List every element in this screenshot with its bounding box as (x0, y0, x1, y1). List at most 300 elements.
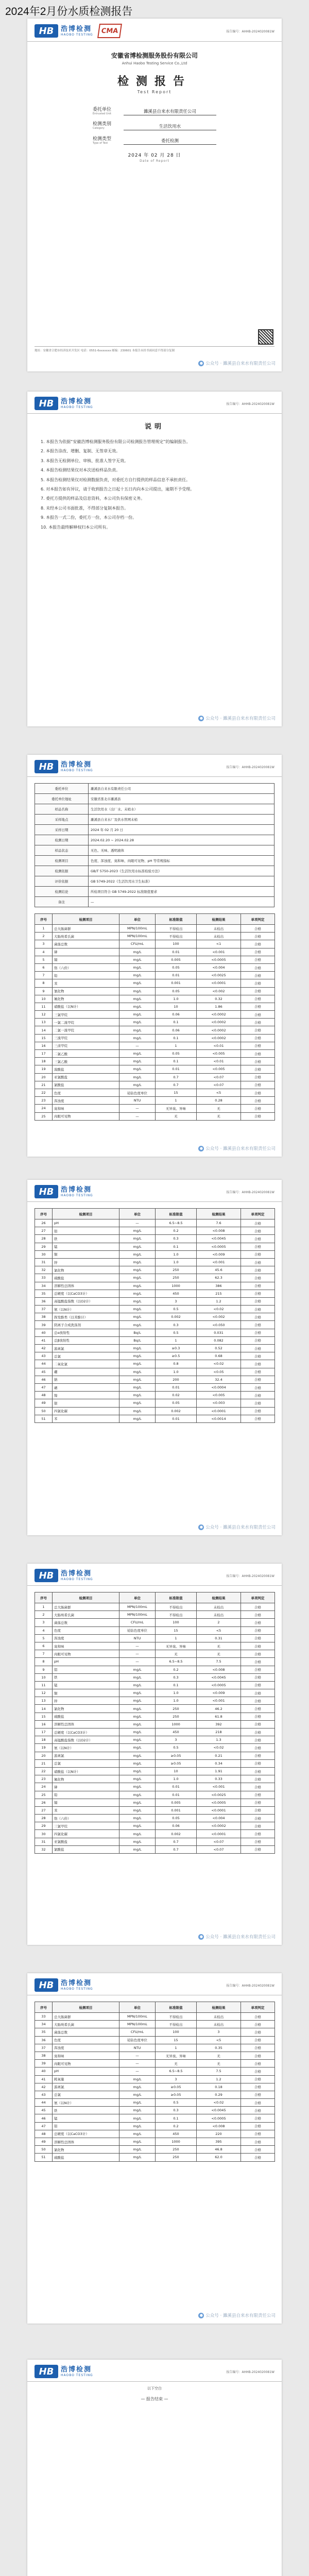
note-item: 4. 本报告检测结果仅对本次送检样品负责。 (41, 468, 121, 473)
table-cell: 铁 (53, 1235, 119, 1243)
note-item: 8. 未经本公司书面批准，不得部分复制本报告。 (41, 505, 129, 511)
report-page-closing (27, 2360, 282, 2576)
table-cell: 0.3 (156, 1235, 197, 1243)
table-cell: 6.5~8.5 (156, 1219, 197, 1227)
table-row (35, 1705, 275, 1713)
table-cell: mg/L (119, 2107, 156, 2114)
table-cell: 铅 (53, 972, 119, 979)
table-cell: 总大肠菌群 (53, 925, 119, 933)
column-header: 检测项目 (53, 914, 119, 925)
table-cell: 62.0 (197, 2154, 241, 2161)
table-cell: 硼 (53, 1368, 119, 1376)
table-cell: 21 (35, 1759, 53, 1767)
table-cell: 四氯化碳 (53, 1407, 119, 1415)
note-item: 3. 本报告无检测单位、审核、批准人签字无效。 (41, 458, 129, 463)
table-cell: 14 (35, 1705, 53, 1713)
table-cell: 菌落总数 (53, 2028, 119, 2036)
table-cell: 0.21 (197, 1752, 241, 1759)
table-cell: 0.05 (156, 1815, 197, 1822)
table-row (35, 1415, 275, 1422)
table-cell: mg/L (119, 1799, 156, 1806)
table-row (35, 963, 275, 971)
watermark: ● 公众号 · 濉溪县自来水有限责任公司 (198, 2312, 276, 2318)
cover-field-value: 濉溪县自来水有限责任公司 (124, 108, 216, 115)
table-cell: <0.05 (197, 1368, 241, 1376)
report-header: HB 浩博检测 HAOBO TESTING 报告编号：AHHB-2024020081W (27, 1564, 282, 1586)
table-cell: 28 (35, 1815, 53, 1822)
table-cell: 7 (35, 972, 53, 979)
table-cell: 亚氯酸盐 (53, 1073, 119, 1081)
table-row (35, 1034, 275, 1042)
table-cell: 合格 (241, 940, 275, 948)
table-cell: <0.004 (197, 1815, 241, 1822)
table-cell: 耗氧量 (53, 2075, 119, 2083)
table-cell: 200 (156, 1376, 197, 1383)
table-cell: 合格 (241, 933, 275, 940)
table-cell: 铁 (53, 1673, 119, 1681)
table-cell: 1.0 (156, 1689, 197, 1697)
info-label: 检测日期 (35, 835, 89, 845)
table-cell: ≥0.05 (156, 1752, 197, 1759)
table-cell: 3 (156, 1297, 197, 1305)
table-cell: 氨（以N计） (53, 2099, 119, 2107)
table-row (35, 1019, 275, 1026)
table-cell: 26 (35, 1219, 53, 1227)
table-header-row (35, 2002, 275, 2013)
info-row (35, 887, 274, 897)
table-cell: mg/L (119, 1399, 156, 1407)
table-cell: 合格 (241, 1666, 275, 1673)
table-cell: 1.0 (156, 995, 197, 1003)
table-cell: 菌落总数 (53, 1619, 119, 1626)
table-cell: <5 (197, 1626, 241, 1634)
table-cell: 1.2 (197, 2075, 241, 2083)
table-row (35, 1634, 275, 1642)
table-cell: Bq/L (119, 1329, 156, 1336)
table-cell: 合格 (241, 1720, 275, 1728)
table-cell: 40 (35, 2067, 53, 2075)
table-row (35, 1744, 275, 1752)
table-cell: <0.02 (197, 1360, 241, 1368)
table-cell: — (119, 1642, 156, 1650)
table-cell: 大肠埃希氏菌 (53, 933, 119, 940)
blank-note: 以下空白 (147, 2386, 162, 2391)
table-cell: 合格 (241, 1003, 275, 1010)
table-row (35, 1791, 275, 1799)
table-row (35, 1822, 275, 1830)
table-cell: mg/L (119, 1838, 156, 1845)
table-cell: <0.0001 (197, 1830, 241, 1838)
table-cell: 29 (35, 1822, 53, 1830)
table-cell: 合格 (241, 1634, 275, 1642)
note-item: 9. 本报告一式二份，委托方一份，本公司存档一份。 (41, 515, 137, 520)
info-row (35, 794, 274, 804)
table-cell: 250 (156, 2154, 197, 2161)
table-cell: 硝酸盐（以N计） (53, 1003, 119, 1010)
column-header: 单项判定 (241, 914, 275, 925)
table-cell: 0.082 (197, 1336, 241, 1344)
wechat-icon: ● (198, 716, 204, 721)
table-cell: 合格 (241, 1736, 275, 1744)
table-cell: 合格 (241, 2036, 275, 2044)
table-cell: 合格 (241, 1258, 275, 1266)
table-cell: 450 (156, 1728, 197, 1736)
table-cell: 0.8 (156, 1360, 197, 1368)
table-row (35, 1058, 275, 1065)
table-cell: 合格 (241, 1042, 275, 1049)
table-cell: <0.0002 (197, 1026, 241, 1034)
table-cell: 合格 (241, 987, 275, 995)
table-cell: ≥0.05 (156, 2083, 197, 2091)
table-cell: 19 (35, 1744, 53, 1752)
table-cell: 镉 (53, 1799, 119, 1806)
table-cell: 10 (35, 995, 53, 1003)
report-page-info (27, 755, 282, 1157)
report-header: HB 浩博检测 HAOBO TESTING 报告编号：AHHB-2024020081W (27, 1973, 282, 1995)
table-cell: 三卤甲烷 (53, 1042, 119, 1049)
table-cell: 汞 (53, 1806, 119, 1814)
info-row (35, 815, 274, 825)
table-cell: 银 (53, 1399, 119, 1407)
table-cell: 2 (35, 1611, 53, 1619)
table-cell: 9 (35, 1666, 53, 1673)
table-cell: 合格 (241, 1713, 275, 1720)
report-page-results-1 (27, 1180, 282, 1535)
table-row (35, 1360, 275, 1368)
table-cell: 合格 (241, 2083, 275, 2091)
table-cell: 合格 (241, 1243, 275, 1250)
table-cell: 0.3 (156, 1321, 197, 1329)
table-row (35, 1274, 275, 1282)
table-cell: 硒 (53, 1383, 119, 1391)
table-cell: mg/L (119, 1728, 156, 1736)
table-row (35, 1290, 275, 1297)
table-cell: 48 (35, 2130, 53, 2138)
table-cell: 肉眼可见物 (53, 1112, 119, 1120)
info-value: 安徽省淮北市濉溪县 (89, 794, 274, 804)
table-cell: 游离氯 (53, 1345, 119, 1352)
table-cell: 23 (35, 1775, 53, 1783)
table-cell: 硝酸盐（以N计） (53, 1767, 119, 1775)
table-cell: 合格 (241, 1097, 275, 1105)
table-cell: 铂钴色度单位 (119, 2036, 156, 2044)
table-row (35, 1065, 275, 1073)
table-row (35, 1383, 275, 1391)
info-value: 2024.02.20 ~ 2024.02.28 (89, 835, 274, 845)
table-cell: 合格 (241, 995, 275, 1003)
qr-code (258, 329, 273, 345)
table-cell: 62.3 (197, 1274, 241, 1282)
table-cell: 27 (35, 1227, 53, 1235)
table-cell: 10 (156, 1767, 197, 1775)
table-row (35, 2146, 275, 2154)
table-cell: 合格 (241, 1058, 275, 1065)
table-cell: 合格 (241, 2114, 275, 2122)
table-cell: 0.52 (197, 1345, 241, 1352)
table-cell: 合格 (241, 2107, 275, 2114)
table-cell: 34 (35, 1282, 53, 1290)
column-header: 序号 (35, 1209, 53, 1219)
table-cell: 合格 (241, 1783, 275, 1791)
table-cell: 合格 (241, 963, 275, 971)
table-cell: 50 (35, 1407, 53, 1415)
table-cell: 43 (35, 1352, 53, 1360)
table-row (35, 956, 275, 963)
table-cell: 13 (35, 1697, 53, 1705)
table-cell: 8 (35, 1658, 53, 1666)
table-cell: 46 (35, 1376, 53, 1383)
table-cell: 22 (35, 1767, 53, 1775)
table-cell: 合格 (241, 1266, 275, 1274)
table-cell: ≥0.3 (156, 1345, 197, 1352)
cover-field: 检测类别 Category 生活饮用水 (93, 122, 216, 130)
info-value: GB 5749-2022《生活饮用水卫生标准》 (89, 876, 274, 887)
table-row (35, 1105, 275, 1112)
table-cell: mg/L (119, 1744, 156, 1752)
table-cell: MPN/100mL (119, 1603, 156, 1611)
table-cell: 合格 (241, 2146, 275, 2154)
table-header-row (35, 1209, 275, 1219)
table-cell: 0.3 (156, 1673, 197, 1681)
table-row (35, 1003, 275, 1010)
table-cell: 41 (35, 2075, 53, 2083)
table-row (35, 2067, 275, 2075)
table-cell: 10 (156, 1003, 197, 1010)
info-label: 评价依据 (35, 876, 89, 887)
table-cell: — (119, 1650, 156, 1658)
table-cell: mg/L (119, 2099, 156, 2107)
table-row (35, 1658, 275, 1666)
table-cell: 0.05 (156, 987, 197, 995)
table-cell: 20 (35, 1752, 53, 1759)
table-cell: 合格 (241, 1775, 275, 1783)
table-cell: 0.34 (197, 1759, 241, 1767)
table-cell: 39 (35, 2060, 53, 2067)
table-cell: mg/L (119, 1673, 156, 1681)
table-cell: <0.07 (197, 1838, 241, 1845)
table-cell: mg/L (119, 1081, 156, 1089)
table-cell: 合格 (241, 1822, 275, 1830)
table-cell: 三氯甲烷 (53, 1011, 119, 1019)
table-row (35, 2154, 275, 2161)
table-row (35, 1736, 275, 1744)
table-cell: <0.0002 (197, 1011, 241, 1019)
info-value: — (89, 897, 274, 907)
table-cell: 二氯一溴甲烷 (53, 1026, 119, 1034)
table-cell: 合格 (241, 1689, 275, 1697)
table-cell: 一氯二溴甲烷 (53, 1019, 119, 1026)
table-cell: 11 (35, 1003, 53, 1010)
table-cell: 4 (35, 948, 53, 956)
cover-field-value: 生活饮用水 (124, 123, 216, 130)
info-row (35, 897, 274, 907)
table-cell: 合格 (241, 1603, 275, 1611)
info-value: 所检项目符合 GB 5749-2022 标准限值要求 (89, 887, 274, 897)
table-cell: 浑浊度 (53, 1634, 119, 1642)
table-cell: 合格 (241, 2122, 275, 2130)
table-cell: <0.008 (197, 1227, 241, 1235)
table-cell: 49 (35, 1399, 53, 1407)
table-cell: 31 (35, 1258, 53, 1266)
table-cell: mg/L (119, 1011, 156, 1019)
table-cell: 无异臭、异味 (156, 2052, 197, 2059)
table-cell: 总大肠菌群 (53, 1603, 119, 1611)
table-cell: 二氯乙酸 (53, 1050, 119, 1058)
table-row (35, 1815, 275, 1822)
table-cell: 40 (35, 1329, 53, 1336)
table-cell: 24 (35, 1783, 53, 1791)
table-cell: 1000 (156, 1720, 197, 1728)
table-cell: mg/L (119, 1065, 156, 1073)
table-cell: mg/L (119, 1791, 156, 1799)
table-cell: 氟化物 (53, 995, 119, 1003)
table-cell: 合格 (241, 1089, 275, 1096)
brand-name-en: HAOBO TESTING (61, 32, 93, 37)
table-row (35, 1250, 275, 1258)
table-cell: mg/L (119, 1266, 156, 1274)
table-cell: — (119, 1658, 156, 1666)
table-cell: 硫酸盐 (53, 1274, 119, 1282)
table-cell: mg/L (119, 1313, 156, 1321)
table-cell: 无 (156, 2060, 197, 2067)
table-cell: 合格 (241, 1290, 275, 1297)
table-cell: mg/L (119, 1383, 156, 1391)
table-cell: 锌 (53, 1258, 119, 1266)
report-date: 2024 年 02 月 28 日 (128, 153, 181, 159)
table-cell: 1000 (156, 1282, 197, 1290)
table-cell: 合格 (241, 2067, 275, 2075)
table-cell: <0.050 (197, 1321, 241, 1329)
table-cell: mg/L (119, 1243, 156, 1250)
table-cell: 0.5 (156, 1329, 197, 1336)
table-row (35, 1073, 275, 1081)
table-cell: 氰化物 (53, 987, 119, 995)
table-cell: mg/L (119, 1713, 156, 1720)
table-cell: 2 (35, 933, 53, 940)
table-cell: 3 (35, 940, 53, 948)
logo-mark: HB (35, 24, 58, 38)
table-cell: 未检出 (197, 1611, 241, 1619)
table-row (35, 1666, 275, 1673)
table-cell: 游离氯 (53, 2083, 119, 2091)
column-header: 检测结果 (197, 1592, 241, 1603)
table-cell: 1 (156, 1336, 197, 1344)
table-cell: 46.2 (197, 1705, 241, 1713)
table-cell: <0.001 (197, 1783, 241, 1791)
table-cell: 0.5 (156, 2099, 197, 2107)
table-cell: 合格 (241, 1399, 275, 1407)
table-cell: 0.002 (156, 1313, 197, 1321)
note-item: 10. 本报告最终解释权归本公司所有。 (41, 524, 111, 530)
table-cell: 0.1 (156, 1681, 197, 1689)
watermark: ● 公众号 · 濉溪县自来水有限责任公司 (198, 1524, 276, 1530)
table-cell: 三氯乙酸 (53, 1058, 119, 1065)
info-label: 检测结论 (35, 887, 89, 897)
table-cell: MPN/100mL (119, 933, 156, 940)
table-cell: 溴酸盐 (53, 1065, 119, 1073)
table-cell: 无异臭、异味 (156, 1105, 197, 1112)
table-cell: MPN/100mL (119, 925, 156, 933)
table-cell: mg/L (119, 2138, 156, 2146)
table-cell: 合格 (241, 1759, 275, 1767)
table-cell: <0.008 (197, 2122, 241, 2130)
table-cell: — (119, 2060, 156, 2067)
table-cell: mg/L (119, 1297, 156, 1305)
table-row (35, 2091, 275, 2098)
table-cell: 0.02 (156, 1392, 197, 1399)
table-cell: 不得检出 (156, 925, 197, 933)
table-cell: 合格 (241, 1611, 275, 1619)
table-cell: <0.001 (197, 1697, 241, 1705)
table-cell: mg/L (119, 1360, 156, 1368)
table-cell: 合格 (241, 1681, 275, 1689)
table-cell: <0.0005 (197, 1799, 241, 1806)
note-item: 2. 本报告涂改、增删、复制、无签章无效。 (41, 449, 121, 454)
table-cell: 铁 (53, 2107, 119, 2114)
company-name-en: Anhui Haobo Testing Service Co.,Ltd (122, 61, 187, 65)
table-cell: 0.1 (156, 1034, 197, 1042)
table-cell: mg/L (119, 2146, 156, 2154)
table-cell: 合格 (241, 2044, 275, 2052)
table-row (35, 1352, 275, 1360)
table-cell: 无 (197, 1105, 241, 1112)
info-label: 采样地点 (35, 815, 89, 825)
table-cell: 合格 (241, 1297, 275, 1305)
table-cell: <0.001 (197, 948, 241, 956)
table-row (35, 1321, 275, 1329)
table-cell: 37 (35, 1306, 53, 1313)
table-cell: 色度 (53, 1626, 119, 1634)
table-cell: 合格 (241, 1081, 275, 1089)
table-row (35, 1611, 275, 1619)
table-row (35, 1227, 275, 1235)
table-cell: 43 (35, 2091, 53, 2098)
note-item: 7. 委托方提供的样品及信息资料，本公司负有保密义务。 (41, 496, 145, 501)
table-cell: pH (53, 2067, 119, 2075)
table-cell: 合格 (241, 1650, 275, 1658)
table-cell: 合格 (241, 2130, 275, 2138)
table-cell: 36 (35, 1297, 53, 1305)
wechat-icon: ● (198, 1146, 204, 1151)
table-cell: 不得检出 (156, 2013, 197, 2021)
table-cell: 0.35 (197, 2044, 241, 2052)
table-cell: mg/L (119, 1775, 156, 1783)
table-cell: mg/L (119, 1003, 156, 1010)
table-header-row (35, 1592, 275, 1603)
table-cell: 1 (156, 1634, 197, 1642)
table-cell: mg/L (119, 1681, 156, 1689)
table-cell: 苯 (53, 1415, 119, 1422)
table-cell: NTU (119, 2044, 156, 2052)
table-cell: mg/L (119, 1767, 156, 1775)
table-cell: 33 (35, 1274, 53, 1282)
table-cell: 氯酸盐 (53, 1081, 119, 1089)
table-cell: 合格 (241, 1329, 275, 1336)
table-cell: 臭和味 (53, 2052, 119, 2059)
table-row (35, 1399, 275, 1407)
notes-title: 说明 (144, 423, 164, 431)
info-row (35, 835, 274, 845)
table-cell: 27 (35, 1806, 53, 1814)
table-cell: 合格 (241, 1728, 275, 1736)
table-cell: 0.01 (156, 948, 197, 956)
table-cell: 0.7 (156, 1073, 197, 1081)
table-cell: 0.01 (156, 972, 197, 979)
wechat-icon: ● (198, 2313, 204, 2318)
table-cell: 49 (35, 2138, 53, 2146)
table-cell: — (119, 1219, 156, 1227)
table-row (35, 1112, 275, 1120)
